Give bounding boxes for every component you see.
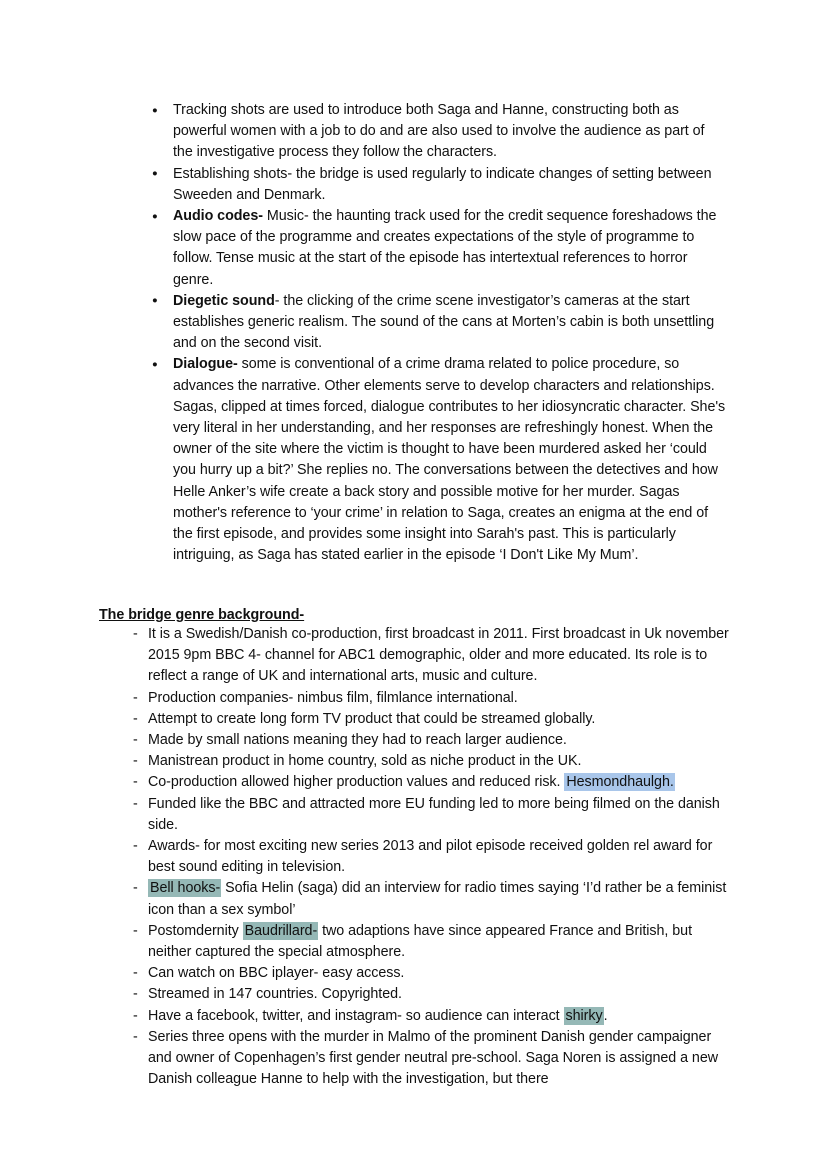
list-item-text: Production companies- nimbus film, filmlance international. <box>148 689 518 706</box>
list-item <box>133 921 729 963</box>
list-item <box>133 878 729 920</box>
list-item <box>133 1006 729 1027</box>
list-item <box>133 709 729 730</box>
list-item-text-continued: Sofia Helin (saga) did an interview for radio times saying ‘I’d rather be a feminist icon than a sex symbol’ <box>148 880 727 918</box>
list-item-lead: Diegetic sound <box>173 292 275 309</box>
list-item-text: Series three opens with the murder in Malmo of the prominent Danish gender campaigner and owner of Copenhagen’s first gender neutral pre-school. Saga Noren is assigned a new Danish colleague Hanne to help with the investigation, but there <box>148 1028 719 1088</box>
list-item-text: Co-production allowed higher production values and reduced risk. <box>148 774 565 791</box>
list-item-text: Attempt to create long form TV product that could be streamed globally. <box>148 710 596 727</box>
list-item-text: It is a Swedish/Danish co-production, first broadcast in 2011. First broadcast in Uk november 2015 9pm BBC 4- channel for ABC1 demographic, older and more educated. Its role is to reflect a range of UK and international arts, music and culture. <box>148 626 729 685</box>
list-item <box>133 751 729 772</box>
technical-codes-bullet-list <box>152 100 726 566</box>
list-item <box>152 291 726 355</box>
list-item <box>152 100 726 164</box>
highlighted-term: shirky <box>565 1007 603 1024</box>
list-item <box>152 206 726 291</box>
list-item-text: Postomdernity <box>148 922 243 939</box>
page-title: The bridge genre background- <box>99 607 305 623</box>
list-item-text: Made by small nations meaning they had to reach larger audience. <box>148 732 567 749</box>
list-item <box>152 164 726 206</box>
list-item-text-continued: . <box>603 1007 608 1024</box>
list-item <box>133 984 729 1005</box>
list-item-text: some is conventional of a crime drama related to police procedure, so advances the narrative. Other elements serve to develop characters and relationships. Sagas, clipped at times forced, dialogue contributes to her idiosyncratic character. She's very literal in her understanding, and her responses are refreshingly honest. When the owner of the site where the victim is thought to have been murdered asked her ‘could you hurry up a bit?’ She replies no. The conversations between the detectives and how Helle Anker’s wife create a back story and possible motive for her murder. Sagas mother's reference to ‘your crime’ in relation to Saga, creates an enigma at the end of the first episode, and provides some insight into Sarah's past. This is particularly intriguing, as Saga has stated earlier in the episode ‘I Don't Like My Mum’. <box>173 356 726 564</box>
list-item <box>133 624 729 688</box>
list-item-text: Manistrean product in home country, sold as niche product in the UK. <box>148 753 582 770</box>
list-item-text: Music- the haunting track used for the credit sequence foreshadows the slow pace of the programme and creates expectations of the style of programme to follow. Tense music at the start of the episode has intertextual references to horror genre. <box>173 208 717 288</box>
list-item-text: Have a facebook, twitter, and instagram- so audience can interact <box>148 1007 564 1024</box>
list-item <box>133 688 729 709</box>
highlighted-term: Bell hooks- <box>150 880 221 897</box>
list-item-text: Awards- for most exciting new series 2013 and pilot episode received golden rel award for best sound editing in television. <box>148 838 713 876</box>
list-item <box>133 730 729 751</box>
list-item-text: Streamed in 147 countries. Copyrighted. <box>148 986 402 1003</box>
list-item-text: Funded like the BBC and attracted more EU funding led to more being filmed on the danish side. <box>148 795 720 833</box>
genre-background-dash-list <box>133 624 729 1090</box>
list-item-text: Tracking shots are used to introduce both Saga and Hanne, constructing both as powerful women with a job to do and are also used to involve the audience as part of the investigative process they follow the characters. <box>173 102 705 161</box>
list-item-text: Can watch on BBC iplayer- easy access. <box>148 965 405 982</box>
list-item <box>133 836 729 878</box>
list-item-text: Establishing shots- the bridge is used regularly to indicate changes of setting between Sweeden and Denmark. <box>173 165 712 203</box>
highlighted-term: Baudrillard- <box>244 922 318 939</box>
list-item <box>133 1027 729 1091</box>
list-item-lead: Audio codes- <box>173 208 263 225</box>
list-item <box>133 963 729 984</box>
list-item <box>133 772 729 793</box>
list-item <box>133 794 729 836</box>
list-item <box>152 354 726 566</box>
highlighted-term: Hesmondhaulgh. <box>566 774 674 791</box>
list-item-text: - the clicking of the crime scene investigator’s cameras at the start establishes generic realism. The sound of the cans at Morten’s cabin is both unsettling and on the second visit. <box>173 292 715 352</box>
list-item-text-continued: two adaptions have since appeared France and British, but neither captured the special atmosphere. <box>148 922 692 961</box>
list-item-lead: Dialogue- <box>173 356 238 373</box>
